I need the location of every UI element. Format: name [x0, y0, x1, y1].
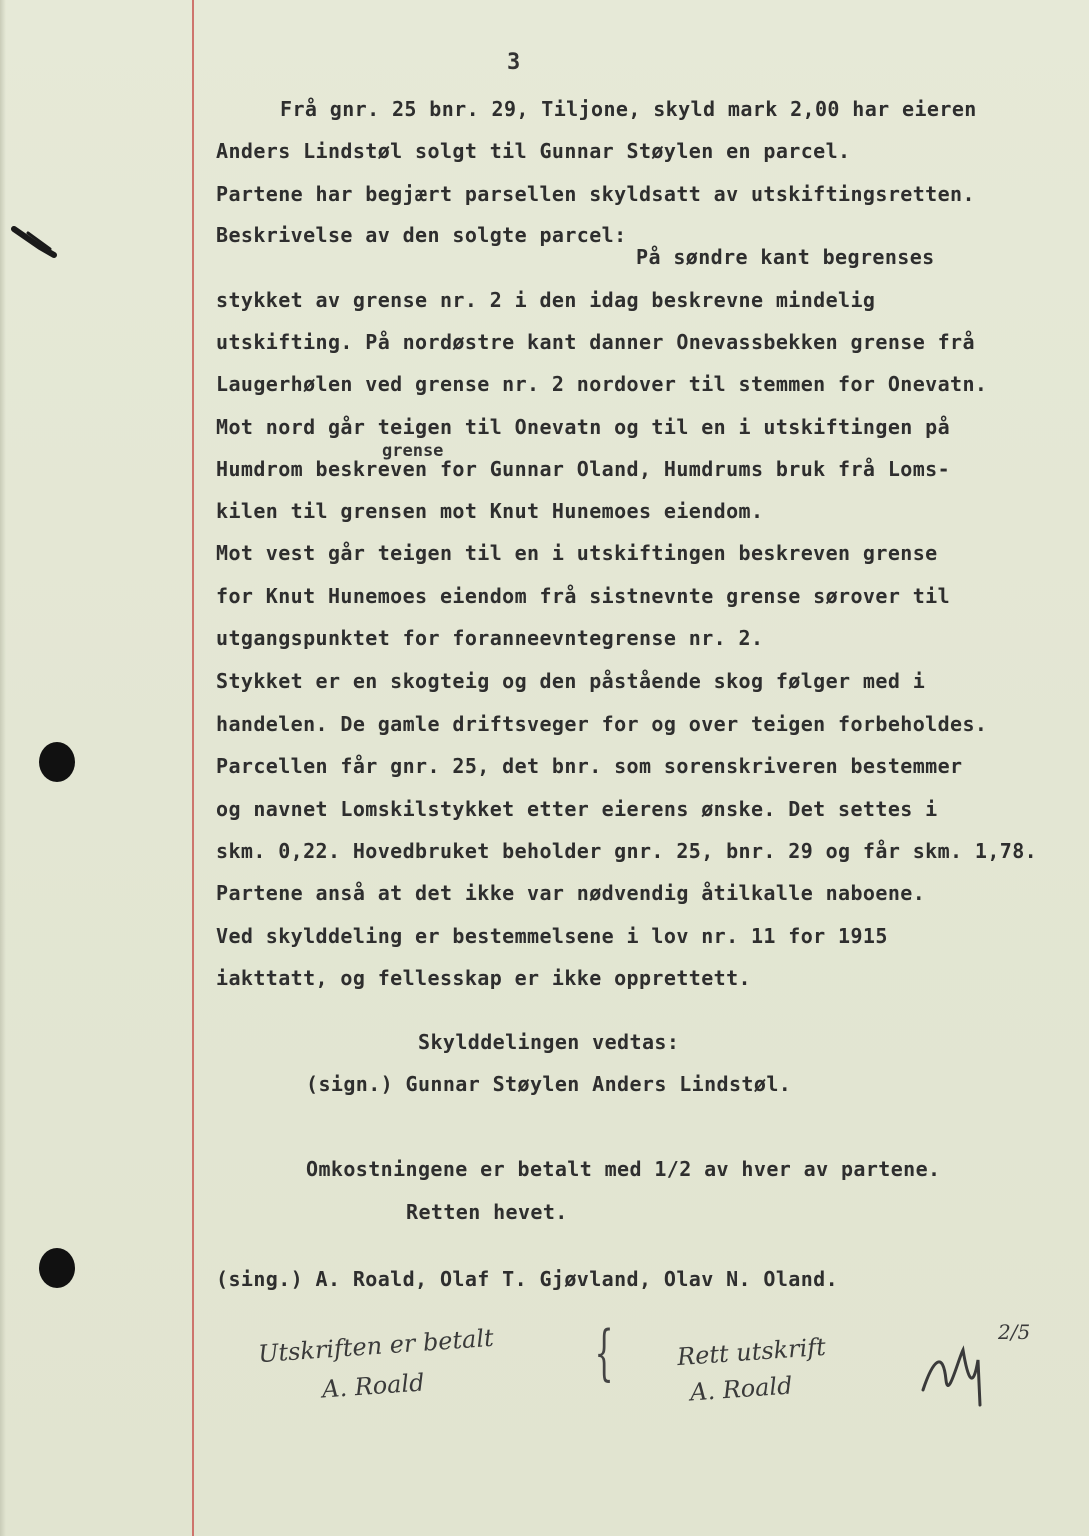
text-line: Retten hevet. [406, 1200, 568, 1224]
text-line: Ved skylddeling er bestemmelsene i lov nr. 11 for 1915 [216, 924, 888, 948]
punch-hole-icon [39, 742, 75, 782]
text-line: Mot vest går teigen til en i utskiftingen beskreven grense [216, 541, 938, 565]
text-line: stykket av grense nr. 2 i den idag beskrevne mindelig [216, 288, 876, 312]
signature-line: (sing.) A. Roald, Olaf T. Gjøvland, Olav N. Oland. [216, 1267, 839, 1291]
text-line: utskifting. På nordøstre kant danner Onevassbekken grense frå [216, 330, 975, 354]
brace-mark: { [594, 1318, 614, 1388]
signature-line: (sign.) Gunnar Støylen Anders Lindstøl. [306, 1072, 792, 1096]
initials-date: 2/5 [998, 1320, 1031, 1344]
text-line: utgangspunktet for foranneevntegrense nr. 2. [216, 626, 764, 650]
text-line: Humdrom beskreven for Gunnar Oland, Humdrums bruk frå Loms- [216, 457, 951, 481]
handwritten-note: Utskriften er betalt [257, 1323, 495, 1369]
handwritten-signature: A. Roald [321, 1368, 426, 1404]
margin-line [192, 0, 194, 1536]
text-line: og navnet Lomskilstykket etter eierens ønske. Det settes i [216, 797, 938, 821]
text-line: skm. 0,22. Hovedbruket beholder gnr. 25, bnr. 29 og får skm. 1,78. [216, 839, 1038, 863]
handwritten-note: Rett utskrift [676, 1332, 827, 1372]
text-line: Frå gnr. 25 bnr. 29, Tiljone, skyld mark 2,00 har eieren [280, 97, 977, 121]
punch-hole-icon [39, 1248, 75, 1288]
resolution-line: Skylddelingen vedtas: [418, 1030, 680, 1054]
page-edge [0, 0, 6, 1536]
text-line: Omkostningene er betalt med 1/2 av hver av partene. [306, 1157, 941, 1181]
text-line: for Knut Hunemoes eiendom frå sistnevnte grense sørover til [216, 584, 951, 608]
clip-mark-icon [10, 225, 60, 261]
text-line: Partene har begjært parsellen skyldsatt av utskiftingsretten. [216, 182, 975, 206]
text-line: Stykket er en skogteig og den påstående skog følger med i [216, 669, 926, 693]
page-number: 3 [507, 50, 521, 75]
text-line: kilen til grensen mot Knut Hunemoes eiendom. [216, 499, 764, 523]
text-line: Anders Lindstøl solgt til Gunnar Støylen en parcel. [216, 139, 851, 163]
interlinear-insert: grense [382, 441, 444, 461]
initials-mark-icon [918, 1320, 1068, 1410]
text-line: handelen. De gamle driftsveger for og over teigen forbeholdes. [216, 712, 988, 736]
text-line: iakttatt, og fellesskap er ikke opprettett. [216, 966, 751, 990]
text-line: På søndre kant begrenses [636, 245, 935, 269]
text-line: Laugerhølen ved grense nr. 2 nordover til stemmen for Onevatn. [216, 372, 988, 396]
text-line: Parcellen får gnr. 25, det bnr. som sorenskriveren bestemmer [216, 754, 963, 778]
handwritten-initials [918, 1320, 1068, 1410]
text-line: Partene anså at det ikke var nødvendig åtilkalle naboene. [216, 881, 926, 905]
handwritten-signature: A. Roald [689, 1371, 794, 1407]
text-line: Mot nord går teigen til Onevatn og til en i utskiftingen på [216, 415, 951, 439]
text-line: Beskrivelse av den solgte parcel: [216, 223, 627, 247]
